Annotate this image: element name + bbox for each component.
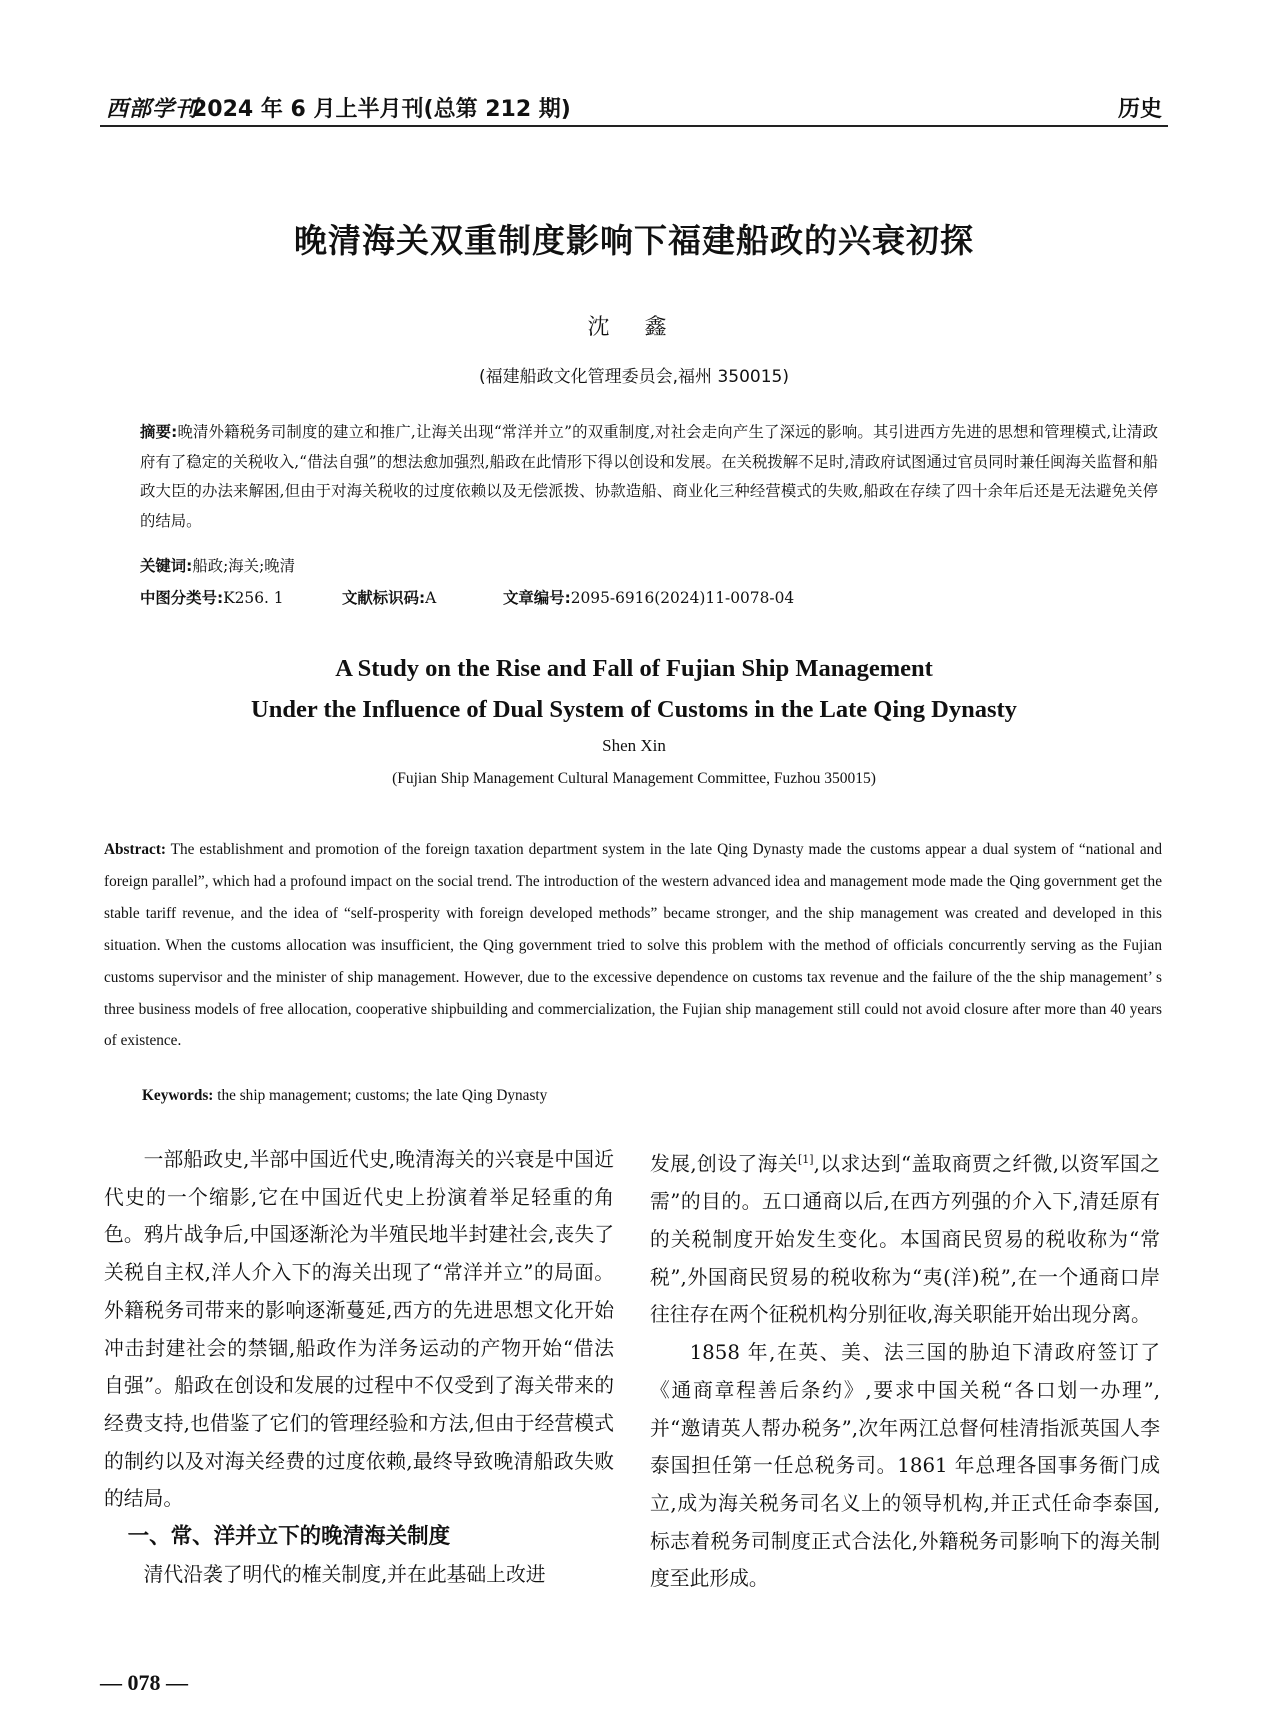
section-heading: 一、常、洋并立下的晚清海关制度 bbox=[127, 1524, 451, 1550]
title-en-line-1: A Study on the Rise and Fall of Fujian Ship Management bbox=[335, 655, 933, 682]
keywords-cn-text: 船政;海关;晚清 bbox=[192, 557, 296, 575]
abstract-en bbox=[104, 834, 1162, 1057]
doc-value: A bbox=[425, 589, 437, 607]
citation-ref: [1] bbox=[797, 1153, 814, 1166]
article-title-cn: 晚清海关双重制度影响下福建船政的兴衰初探 bbox=[294, 221, 974, 260]
clc-number bbox=[140, 586, 284, 608]
body-paragraph: 1858 年,在英、美、法三国的胁迫下清政府签订了《通商章程善后条约》,要求中国关税“各口划一办理”,并“邀请英人帮办税务”,次年两江总督何桂清指派英国人李泰国担任第一任总税务司。1861 年总理各国事务衙门成立,成为海关税务司名义上的领导机构,并正式任命李泰国,标志着税务司制度正式合法化,外籍税务司影响下的海关制度至此形成。 bbox=[650, 1341, 1160, 1591]
page-number: — 078 — bbox=[100, 1670, 188, 1695]
abstract-en-label: Abstract: bbox=[104, 841, 167, 858]
keywords-en-label: Keywords: bbox=[142, 1087, 214, 1104]
keywords-en-text: the ship management; customs; the late Qing Dynasty bbox=[217, 1087, 548, 1104]
doc-label: 文献标识码: bbox=[342, 589, 426, 607]
author-en: Shen Xin bbox=[602, 736, 666, 755]
section-name: 历史 bbox=[1117, 97, 1162, 122]
issue-info: 2024 年 6 月上半月刊(总第 212 期) bbox=[192, 97, 571, 122]
keywords-en bbox=[142, 1087, 547, 1105]
keywords-cn-label: 关键词: bbox=[140, 557, 193, 575]
keywords-cn bbox=[140, 554, 295, 576]
document-code bbox=[342, 586, 436, 608]
body-text: ,以求达到“盖取商贾之纤微,以资军国之需”的目的。五口通商以后,在西方列强的介入下,清廷原有的关税制度开始发生变化。本国商民贸易的税收称为“常税”,外国商民贸易的税收称为“夷(洋)税”,在一个通商口岸往往存在两个征税机构分别征收,海关职能开始出现分离。 bbox=[650, 1152, 1160, 1327]
abstract-cn-text: 晚清外籍税务司制度的建立和推广,让海关出现“常洋并立”的双重制度,对社会走向产生了深远的影响。其引进西方先进的思想和管理模式,让清政府有了稳定的关税收入,“借法自强”的想法愈加强烈,船政在此情形下得以创设和发展。在关税拨解不足时,清政府试图通过官员同时兼任闽海关监督和船政大臣的办法来解困,但由于对海关税收的过度依赖以及无偿派拨、协款造船、商业化三种经营模式的失败,船政在存续了四十余年后还是无法避免关停的结局。 bbox=[140, 423, 1159, 530]
article-value: 2095-6916(2024)11-0078-04 bbox=[570, 589, 795, 607]
affiliation-cn: (福建船政文化管理委员会,福州 350015) bbox=[479, 367, 789, 387]
body-column-right bbox=[650, 1141, 1160, 1598]
running-header bbox=[100, 86, 1168, 126]
article-number bbox=[503, 586, 794, 608]
header-rule bbox=[100, 125, 1168, 127]
body-paragraph bbox=[650, 1141, 1160, 1334]
article-label: 文章编号: bbox=[503, 589, 571, 607]
clc-value: K256. 1 bbox=[223, 589, 284, 607]
body-paragraph: 清代沿袭了明代的榷关制度,并在此基础上改进 bbox=[143, 1563, 546, 1587]
body-paragraph: 一部船政史,半部中国近代史,晚清海关的兴衰是中国近代史的一个缩影,它在中国近代史上扮演着举足轻重的角色。鸦片战争后,中国逐渐沦为半殖民地半封建社会,丧失了关税自主权,洋人介入下的海关出现了“常洋并立”的局面。外籍税务司带来的影响逐渐蔓延,西方的先进思想文化开始冲击封建社会的禁锢,船政作为洋务运动的产物开始“借法自强”。船政在创设和发展的过程中不仅受到了海关带来的经费支持,也借鉴了它们的管理经验和方法,但由于经营模式的制约以及对海关经费的过度依赖,最终导致晚清船政失败的结局。 bbox=[104, 1148, 614, 1511]
abstract-en-text: The establishment and promotion of the foreign taxation department system in the late Qing Dynasty made the customs appear a dual system of “national and foreign parallel”, which had a profound impact on the social trend. The introduction of the western advanced idea and management mode made the Qing government get the stable tariff revenue, and the idea of “self-prosperity with foreign developed methods” became stronger, and the ship management was created and developed in this situation. When the customs allocation was insufficient, the Qing government tried to solve this problem with the method of officials concurrently serving as the Fujian customs supervisor and the minister of ship management. However, due to the excessive dependence on customs tax revenue and the failure of the the ship management’ s three business models of free allocation, cooperative shipbuilding and commercialization, the Fujian ship management still could not avoid closure after more than 40 years of existence. bbox=[104, 841, 1162, 1050]
abstract-cn-label: 摘要: bbox=[140, 423, 178, 441]
body-text: 发展,创设了海关 bbox=[650, 1152, 798, 1176]
body-column-left bbox=[104, 1141, 614, 1594]
affiliation-en: (Fujian Ship Management Cultural Management Committee, Fuzhou 350015) bbox=[392, 770, 876, 787]
article-title-en bbox=[0, 648, 1268, 730]
clc-label: 中图分类号: bbox=[140, 589, 224, 607]
title-en-line-2: Under the Influence of Dual System of Customs in the Late Qing Dynasty bbox=[251, 696, 1017, 723]
author-cn: 沈 鑫 bbox=[587, 315, 681, 340]
journal-logo: 西部学刊 bbox=[106, 96, 199, 122]
abstract-cn bbox=[140, 418, 1158, 536]
